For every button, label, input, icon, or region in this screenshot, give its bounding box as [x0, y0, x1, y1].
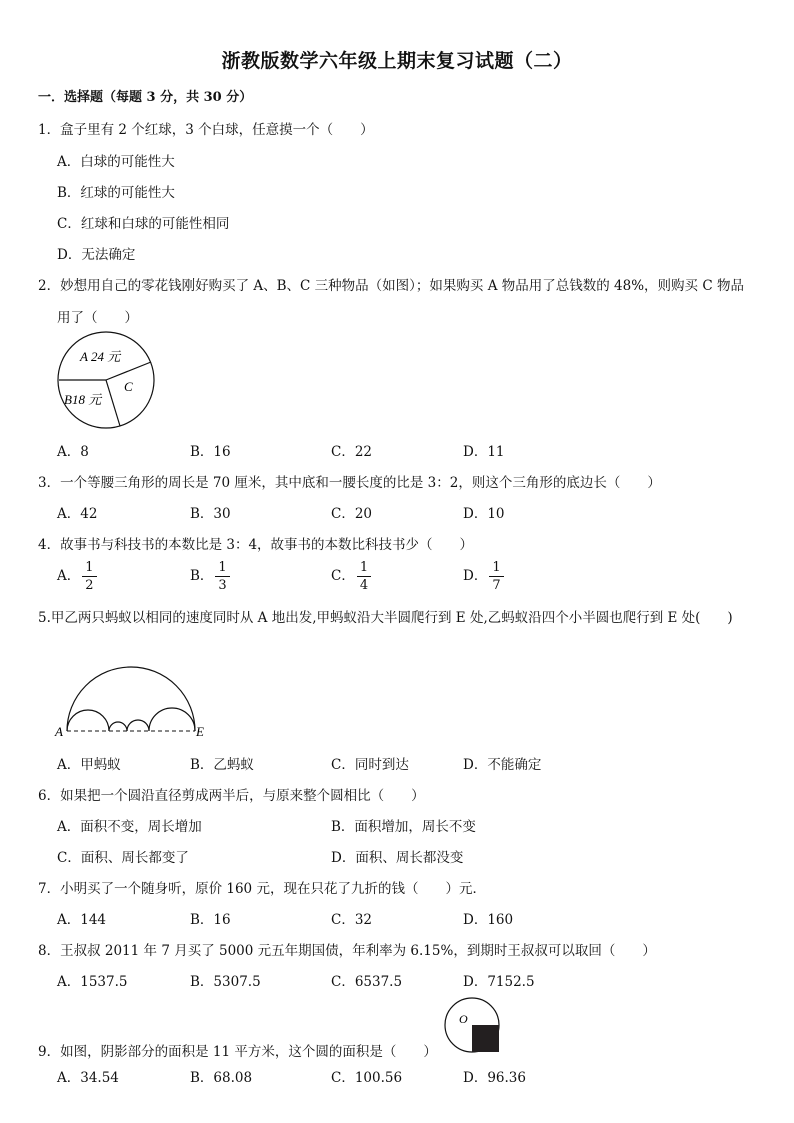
q4-option-c-fraction	[357, 561, 371, 592]
q4-option-b-letter: B．	[190, 568, 214, 584]
q5-option-b: B．乙蚂蚁	[190, 757, 254, 773]
q3-option-d: D．10	[463, 506, 505, 522]
fraction-numerator: 1	[489, 561, 503, 577]
fraction-denominator: 2	[85, 578, 94, 593]
q9-option-d: D．96.36	[463, 1070, 526, 1086]
question-2-stem: 2．妙想用自己的零花钱刚好购买了 A、B、C 三种物品（如图）；如果购买 A 物品用了总钱数的 48%，则购买 C 物品	[38, 278, 744, 294]
q4-option-c	[331, 561, 371, 592]
q7-option-d: D．160	[463, 912, 514, 928]
large-semicircle	[67, 667, 195, 731]
shaded-square	[472, 1025, 499, 1052]
q8-option-d: D．7152.5	[463, 974, 535, 990]
q4-option-c-letter: C．	[331, 568, 355, 584]
small-semicircle-3	[127, 720, 149, 731]
question-6-stem: 6．如果把一个圆沿直径剪成两半后，与原来整个圆相比（ ）	[38, 788, 425, 804]
q9-option-b: B．68.08	[190, 1070, 253, 1086]
question-4-stem: 4．故事书与科技书的本数比是 3：4，故事书的本数比科技书少（ ）	[38, 537, 474, 553]
q4-option-a-letter: A．	[57, 568, 81, 584]
fraction-numerator: 1	[357, 561, 371, 577]
fraction-denominator: 7	[492, 578, 501, 593]
q2-option-b: B．16	[190, 444, 231, 460]
pie-label-c: C	[124, 379, 133, 394]
q1-option-b: B．红球的可能性大	[57, 185, 175, 201]
center-o-label: O	[459, 1012, 468, 1026]
q9-option-a: A．34.54	[57, 1070, 119, 1086]
small-semicircle-1	[67, 710, 109, 731]
q5-option-d: D．不能确定	[463, 757, 542, 773]
q4-option-d-fraction	[489, 561, 503, 592]
q6-option-c: C．面积、周长都变了	[57, 850, 189, 866]
question-9-stem: 9．如图，阴影部分的面积是 11 平方米，这个圆的面积是（ ）	[38, 1044, 437, 1060]
point-e-label: E	[196, 724, 204, 739]
q2-option-c: C．22	[331, 444, 373, 460]
q2-option-d: D．11	[463, 444, 505, 460]
q1-option-d: D．无法确定	[57, 247, 136, 263]
q4-option-a-fraction	[82, 561, 96, 592]
q9-circle-figure	[440, 996, 506, 1058]
q5-option-a: A．甲蚂蚁	[57, 757, 121, 773]
q5-semicircle-figure	[52, 665, 212, 741]
q3-option-b: B．30	[190, 506, 231, 522]
q7-option-c: C．32	[331, 912, 373, 928]
q9-option-c: C．100.56	[331, 1070, 403, 1086]
fraction-denominator: 4	[359, 578, 369, 593]
fraction-numerator: 1	[82, 561, 96, 577]
question-1-stem: 1．盒子里有 2 个红球，3 个白球，任意摸一个（ ）	[38, 122, 374, 138]
q7-option-a: A．144	[57, 912, 107, 928]
fraction-numerator: 1	[215, 561, 229, 577]
question-7-stem: 7．小明买了一个随身听，原价 160 元，现在只花了九折的钱（ ）元．	[38, 881, 486, 897]
q6-option-d: D．面积、周长都没变	[331, 850, 464, 866]
q5-option-c: C．同时到达	[331, 757, 409, 773]
q1-option-c: C．红球和白球的可能性相同	[57, 216, 230, 232]
small-semicircle-4	[149, 708, 195, 731]
question-3-stem: 3．一个等腰三角形的周长是 70 厘米，其中底和一腰长度的比是 3：2，则这个三角形的底边长（ ）	[38, 475, 661, 491]
small-semicircle-2	[109, 722, 127, 731]
q3-option-a: A．42	[57, 506, 98, 522]
q7-option-b: B．16	[190, 912, 231, 928]
pie-divider-ac	[106, 362, 151, 380]
q8-option-c: C．6537.5	[331, 974, 403, 990]
q2-option-a: A．8	[57, 444, 89, 460]
q3-option-c: C．20	[331, 506, 373, 522]
point-a-label: A	[55, 724, 63, 739]
q4-option-b-fraction	[215, 561, 229, 592]
q4-option-b	[190, 561, 230, 592]
pie-divider-bc	[106, 380, 120, 426]
question-8-stem: 8．王叔叔 2011 年 7 月买了 5000 元五年期国债，年利率为 6.15%，到期时王叔叔可以取回（ ）	[38, 943, 656, 959]
q1-option-a: A．白球的可能性大	[57, 154, 175, 170]
q6-option-b: B．面积增加，周长不变	[331, 819, 476, 835]
question-5-stem: 5.甲乙两只蚂蚁以相同的速度同时从 A 地出发,甲蚂蚁沿大半圆爬行到 E 处,乙蚂蚁沿四个小半圆也爬行到 E 处( )	[38, 610, 733, 626]
q8-option-b: B．5307.5	[190, 974, 261, 990]
page-title: 浙教版数学六年级上期末复习试题（二）	[221, 50, 573, 72]
section-heading: 一．选择题（每题 3 分，共 30 分）	[38, 90, 253, 105]
q6-option-a: A．面积不变，周长增加	[57, 819, 202, 835]
pie-label-b: B18 元	[64, 392, 102, 407]
q2-pie-figure	[52, 330, 162, 434]
q8-option-a: A．1537.5	[57, 974, 128, 990]
q4-option-a	[57, 561, 97, 592]
question-2-stem-continued: 用了（ ）	[57, 310, 138, 326]
fraction-denominator: 3	[218, 578, 227, 593]
q4-option-d-letter: D．	[463, 568, 488, 584]
pie-label-a: A 24 元	[80, 349, 121, 364]
q4-option-d	[463, 561, 504, 592]
